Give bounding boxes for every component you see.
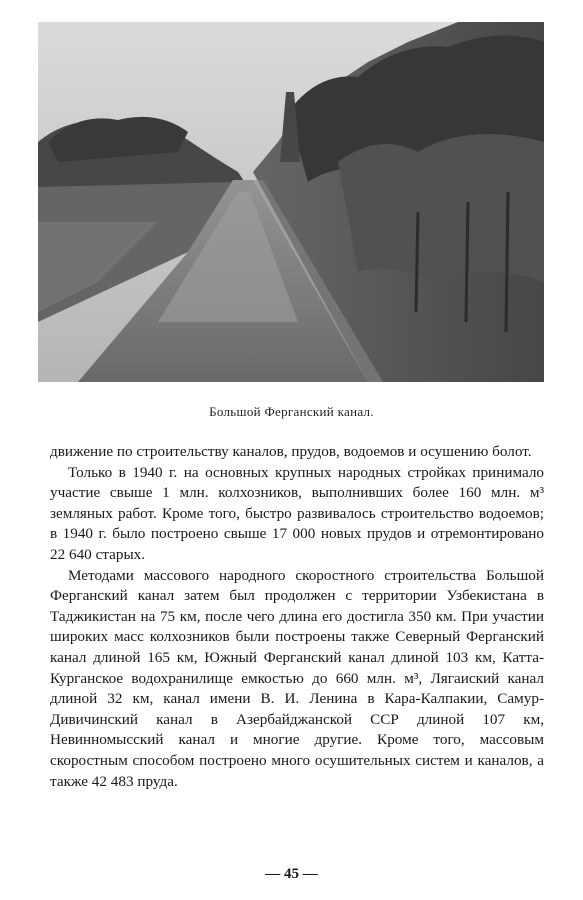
paragraph: Методами массового народного скоростного строительства Большой Ферганский канал затем был продолжен с территории Узбекистана в Таджикистан на 75 км, после чего длина его достигла 350 км. При участии широких масс колхозников были построены также Северный Ферганский канал длиной 165 км, Южный Ферганский канал длиной 103 км, Катта-Курганское водохранилище емкостью до 660 млн. м³, Лягаиский канал длиной 32 км, канал имени В. И. Ленина в Кара-Калпакии, Самур-Дивичинский канал в Азербайджанской ССР длиной 107 км, Невинномысский канал и многие другие. Кроме того, массовым скоростным способом построено много осушительных систем и каналов, а также 42 483 пруда.: [50, 566, 544, 790]
body-text: [50, 442, 544, 792]
paragraph-continuation: движение по строительству каналов, прудов, водоемов и осушению болот.: [50, 443, 532, 460]
canal-photo-image: [38, 22, 544, 382]
page-number: — 45 —: [265, 866, 318, 882]
figure-caption: Большой Ферганский канал.: [209, 404, 374, 419]
canal-photograph: [38, 22, 544, 382]
paragraph: Только в 1940 г. на основных крупных народных стройках принимало участие свыше 1 млн. колхозников, выполнивших более 160 млн. м³ земляных работ. Кроме того, быстро развивалось строительство водоемов; в 1940 г. было построено свыше 17 000 новых прудов и отремонтировано 22 640 старых.: [50, 463, 544, 563]
